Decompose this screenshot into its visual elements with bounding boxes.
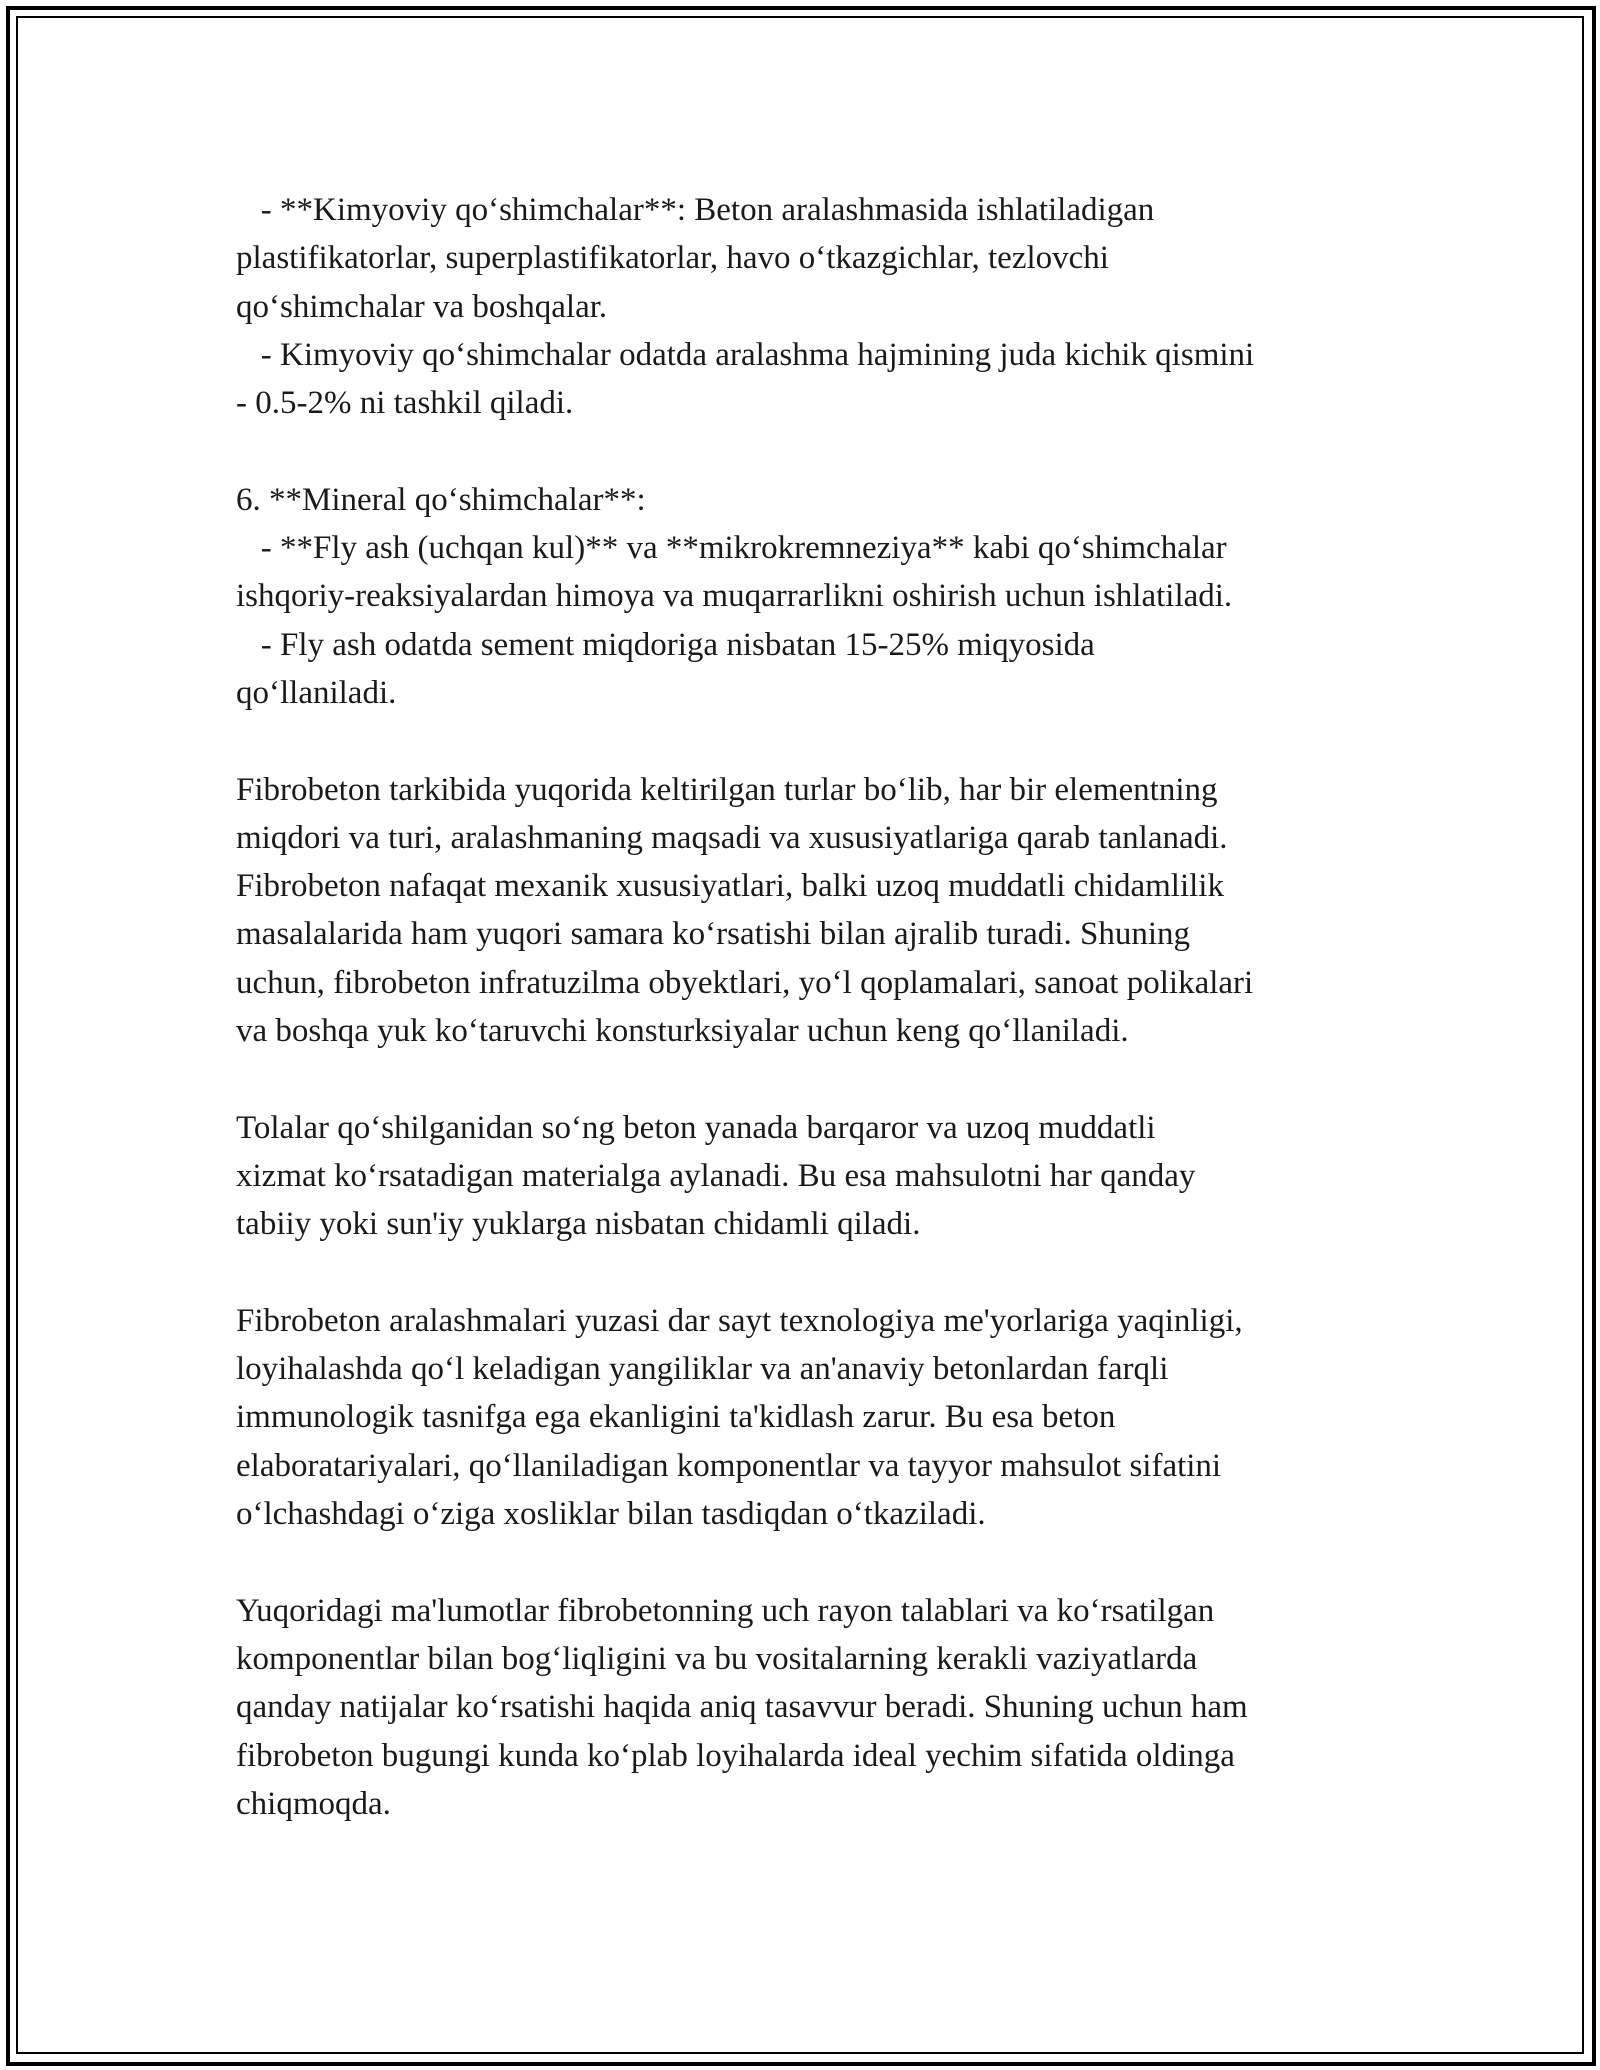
paragraph-spacer xyxy=(236,1055,1386,1103)
text-line: - Kimyoviy qo‘shimchalar odatda aralashma hajmining juda kichik qismini xyxy=(236,336,1255,373)
text-line: Fibrobeton nafaqat mexanik xususiyatlari, balki uzoq muddatli chidamlilik xyxy=(236,868,1224,905)
text-line: - **Kimyoviy qo‘shimchalar**: Beton aralashmasida ishlatiladigan xyxy=(236,192,1155,228)
text-line: qanday natijalar ko‘rsatishi haqida aniq tasavvur beradi. Shuning uchun ham xyxy=(236,1689,1248,1726)
text-line: komponentlar bilan bog‘liqligini va bu vositalarning kerakli vaziyatlarda xyxy=(236,1640,1198,1677)
text-line: loyihalashda qo‘l keladigan yangiliklar va an'anaviy betonlardan farqli xyxy=(236,1351,1169,1388)
text-line: Yuqoridagi ma'lumotlar fibrobetonning uch rayon talablari va ko‘rsatilgan xyxy=(236,1592,1215,1629)
paragraph-spacer xyxy=(236,717,1386,765)
paragraph-chemical-additives xyxy=(236,186,1386,427)
text-line: chiqmoqda. xyxy=(236,1785,391,1822)
text-line: qo‘llaniladi. xyxy=(236,674,397,711)
text-line: o‘lchashdagi o‘ziga xosliklar bilan tasdiqdan o‘tkaziladi. xyxy=(236,1496,986,1533)
text-line: - **Fly ash (uchqan kul)** va **mikrokremneziya** kabi qo‘shimchalar xyxy=(236,530,1227,567)
text-line: fibrobeton bugungi kunda ko‘plab loyihalarda ideal yechim sifatida oldinga xyxy=(236,1737,1235,1774)
paragraph-conclusion xyxy=(236,1587,1386,1828)
paragraph-spacer xyxy=(236,427,1386,475)
text-line: xizmat ko‘rsatadigan materialga aylanadi. Bu esa mahsulotni har qanday xyxy=(236,1157,1196,1194)
text-line: 6. **Mineral qo‘shimchalar**: xyxy=(236,481,646,518)
text-line: - 0.5-2% ni tashkil qiladi. xyxy=(236,385,574,422)
text-line: tabiiy yoki sun'iy yuklarga nisbatan chidamli qiladi. xyxy=(236,1206,921,1243)
paragraph-spacer xyxy=(236,1538,1386,1586)
text-line: elaboratariyalari, qo‘llaniladigan komponentlar va tayyor mahsulot sifatini xyxy=(236,1447,1222,1484)
text-line: immunologik tasnifga ega ekanligini ta'kidlash zarur. Bu esa beton xyxy=(236,1399,1116,1436)
text-line: plastifikatorlar, superplastifikatorlar, havo o‘tkazgichlar, tezlovchi xyxy=(236,240,1109,277)
paragraph-mineral-additives xyxy=(236,476,1386,717)
paragraph-mixtures xyxy=(236,1297,1386,1538)
text-line: miqdori va turi, aralashmaning maqsadi va xususiyatlariga qarab tanlanadi. xyxy=(236,819,1228,856)
text-line: qo‘shimchalar va boshqalar. xyxy=(236,288,608,325)
text-line: va boshqa yuk ko‘taruvchi konsturksiyalar uchun keng qo‘llaniladi. xyxy=(236,1013,1129,1050)
paragraph-fibers xyxy=(236,1104,1386,1249)
text-line: ishqoriy-reaksiyalardan himoya va muqarrarlikni oshirish uchun ishlatiladi. xyxy=(236,578,1233,615)
text-line: Fibrobeton tarkibida yuqorida keltirilgan turlar bo‘lib, har bir elementning xyxy=(236,771,1218,808)
text-line: masalalarida ham yuqori samara ko‘rsatishi bilan ajralib turadi. Shuning xyxy=(236,916,1190,953)
document-body xyxy=(236,186,1386,1828)
text-line: Tolalar qo‘shilganidan so‘ng beton yanada barqaror va uzoq muddatli xyxy=(236,1109,1156,1146)
paragraph-fibrobeton-composition xyxy=(236,766,1386,1056)
paragraph-spacer xyxy=(236,1249,1386,1297)
text-line: Fibrobeton aralashmalari yuzasi dar sayt texnologiya me'yorlariga yaqinligi, xyxy=(236,1302,1243,1339)
text-line: - Fly ash odatda sement miqdoriga nisbatan 15-25% miqyosida xyxy=(236,626,1095,663)
text-line: uchun, fibrobeton infratuzilma obyektlari, yo‘l qoplamalari, sanoat polikalari xyxy=(236,964,1254,1001)
